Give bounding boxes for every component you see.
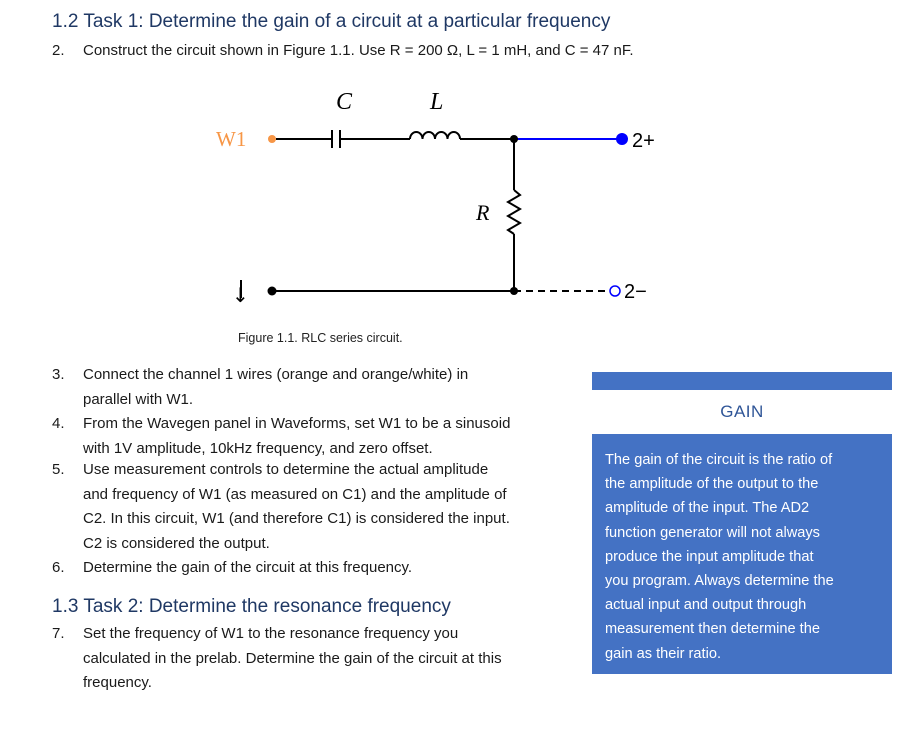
w1-label: W1 bbox=[216, 127, 247, 151]
rlc-circuit-diagram bbox=[210, 84, 680, 314]
step-line: C2 is considered the output. bbox=[83, 534, 270, 552]
gain-info-box bbox=[592, 434, 892, 674]
step-text: Construct the circuit shown in Figure 1.1. Use R = 200 Ω, L = 1 mH, and C = 47 nF. bbox=[83, 42, 634, 59]
sidebar-line: measurement then determine the bbox=[605, 621, 820, 638]
step-line: Use measurement controls to determine the actual amplitude bbox=[83, 461, 489, 478]
sidebar-line: you program. Always determine the bbox=[605, 573, 834, 590]
step-line: frequency. bbox=[83, 674, 152, 691]
step-number: 5. bbox=[52, 461, 65, 478]
step-line: Determine the gain of the circuit at this frequency. bbox=[83, 559, 413, 576]
step-number: 6. bbox=[52, 559, 65, 576]
ch2-plus-label: 2+ bbox=[632, 130, 655, 152]
resistor-label: R bbox=[476, 200, 490, 225]
sidebar-line: function generator will not always bbox=[605, 524, 820, 541]
sidebar-line: the amplitude of the output to the bbox=[605, 476, 819, 493]
section-heading-task1: 1.2 Task 1: Determine the gain of a circuit at a particular frequency bbox=[52, 11, 611, 32]
resistor-symbol bbox=[508, 190, 520, 234]
sidebar-line: actual input and output through bbox=[605, 597, 807, 614]
step-line: parallel with W1. bbox=[83, 390, 194, 408]
inductor-label: L bbox=[430, 89, 444, 115]
ch2-minus-terminal bbox=[610, 286, 620, 296]
sidebar-title: GAIN bbox=[720, 402, 764, 421]
capacitor-label: C bbox=[336, 89, 353, 115]
step-number: 4. bbox=[52, 415, 65, 432]
step-number: 3. bbox=[52, 366, 65, 383]
sidebar-top-bar bbox=[592, 372, 892, 390]
ground-arrow-label: ↓ bbox=[232, 283, 249, 307]
step-line: and frequency of W1 (as measured on C1) and the amplitude of bbox=[83, 485, 507, 503]
sidebar-line: gain as their ratio. bbox=[605, 645, 722, 662]
sidebar-line: produce the input amplitude that bbox=[605, 548, 814, 565]
inductor-symbol bbox=[410, 132, 460, 139]
section-heading-task2: 1.3 Task 2: Determine the resonance frequency bbox=[52, 596, 451, 617]
step-line: Connect the channel 1 wires (orange and orange/white) in bbox=[83, 366, 469, 383]
step-number: 2. bbox=[52, 42, 65, 59]
ch2-plus-terminal-dot bbox=[616, 133, 628, 145]
step-line: with 1V amplitude, 10kHz frequency, and zero offset. bbox=[83, 439, 433, 457]
sidebar-text bbox=[605, 448, 880, 666]
capacitor-symbol bbox=[332, 130, 350, 148]
step-number: 7. bbox=[52, 625, 65, 642]
ch2-minus-label: 2− bbox=[624, 281, 647, 303]
step-line: calculated in the prelab. Determine the gain of the circuit at this bbox=[83, 649, 502, 667]
sidebar-line: amplitude of the input. The AD2 bbox=[605, 500, 810, 517]
w1-terminal-dot bbox=[268, 135, 276, 143]
step-line: C2. In this circuit, W1 (and therefore C1) is considered the input. bbox=[83, 510, 510, 527]
figure-caption: Figure 1.1. RLC series circuit. bbox=[238, 331, 403, 345]
sidebar-line: The gain of the circuit is the ratio of bbox=[605, 452, 833, 468]
step-line: From the Wavegen panel in Waveforms, set W1 to be a sinusoid bbox=[83, 415, 511, 432]
step-line: Set the frequency of W1 to the resonance frequency you bbox=[83, 625, 459, 642]
